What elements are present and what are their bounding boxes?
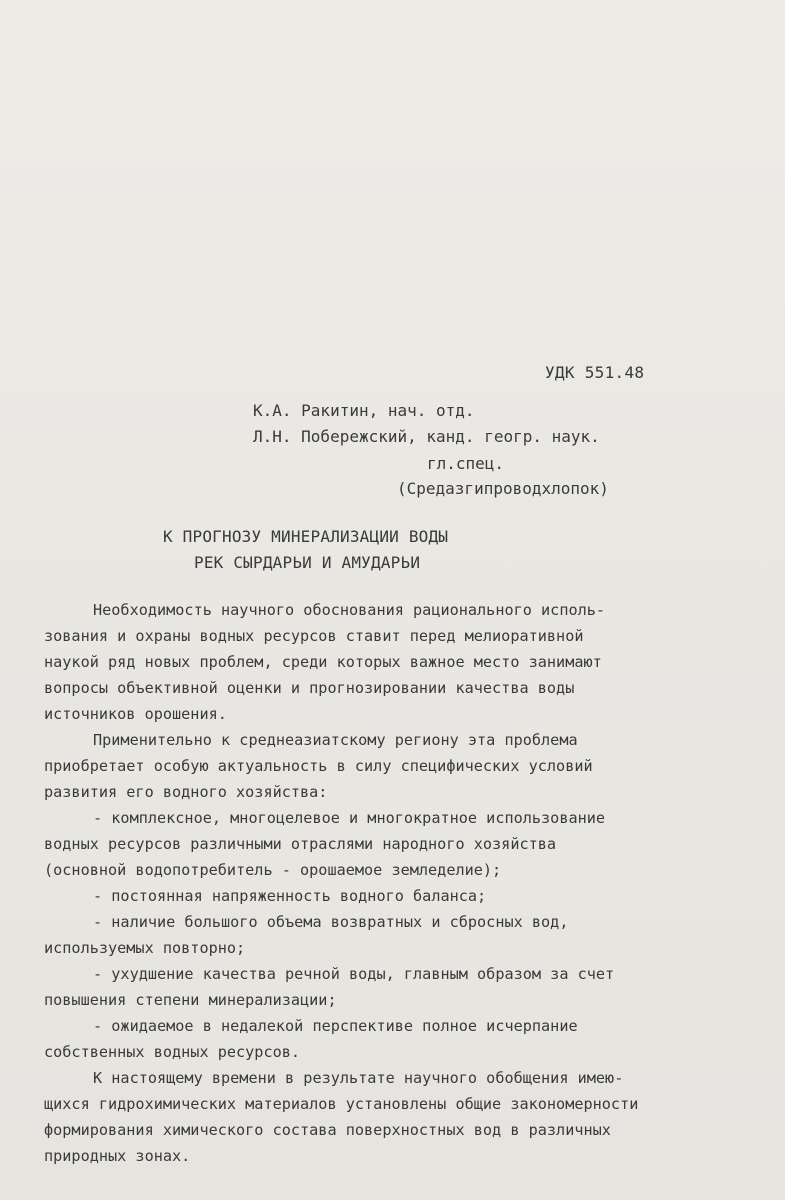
text-line: повышения степени минерализации; — [44, 991, 337, 1009]
author-line: Л.Н. Побережский, канд. геогр. наук. — [253, 427, 600, 446]
text-line: источников орошения. — [44, 705, 227, 723]
text-line: - наличие большого объема возвратных и сбросных вод, — [93, 913, 569, 931]
text-line: Необходимость научного обоснования рационального исполь- — [93, 601, 606, 619]
article-title-line: РЕК СЫРДАРЬИ И АМУДАРЬИ — [194, 553, 421, 572]
text-line: щихся гидрохимических материалов установлены общие закономерности — [44, 1095, 639, 1113]
article-title-line: К ПРОГНОЗУ МИНЕРАЛИЗАЦИИ ВОДЫ — [163, 527, 449, 546]
text-line: собственных водных ресурсов. — [44, 1043, 301, 1061]
text-line: (основной водопотребитель - орошаемое земледелие); — [44, 861, 502, 879]
text-line: развития его водного хозяйства: — [44, 783, 328, 801]
text-line: формирования химического состава поверхностных вод в различных — [44, 1121, 611, 1139]
text-line: природных зонах. — [44, 1147, 191, 1165]
text-line: зования и охраны водных ресурсов ставит перед мелиоративной — [44, 627, 584, 645]
text-line: К настоящему времени в результате научного обобщения имею- — [93, 1069, 624, 1087]
organization-line: (Средазгипроводхлопок) — [397, 479, 609, 498]
text-line: - ожидаемое в недалекой перспективе полное исчерпание — [93, 1017, 578, 1035]
text-line: - постоянная напряженность водного баланса; — [93, 887, 487, 905]
text-line: Применительно к среднеазиатскому региону эта проблема — [93, 731, 578, 749]
text-line: - комплексное, многоцелевое и многократное использование — [93, 809, 606, 827]
text-line: вопросы объективной оценки и прогнозировании качества воды — [44, 679, 575, 697]
text-line: водных ресурсов различными отраслями народного хозяйства — [44, 835, 557, 853]
udk-code: УДК 551.48 — [545, 363, 645, 382]
author-line: гл.спец. — [427, 454, 505, 473]
text-line: используемых повторно; — [44, 939, 246, 957]
text-line: - ухудшение качества речной воды, главным образом за счет — [93, 965, 615, 983]
text-line: приобретает особую актуальность в силу специфических условий — [44, 757, 593, 775]
text-line: наукой ряд новых проблем, среди которых важное место занимают — [44, 653, 602, 671]
author-line: К.А. Ракитин, нач. отд. — [253, 401, 475, 420]
